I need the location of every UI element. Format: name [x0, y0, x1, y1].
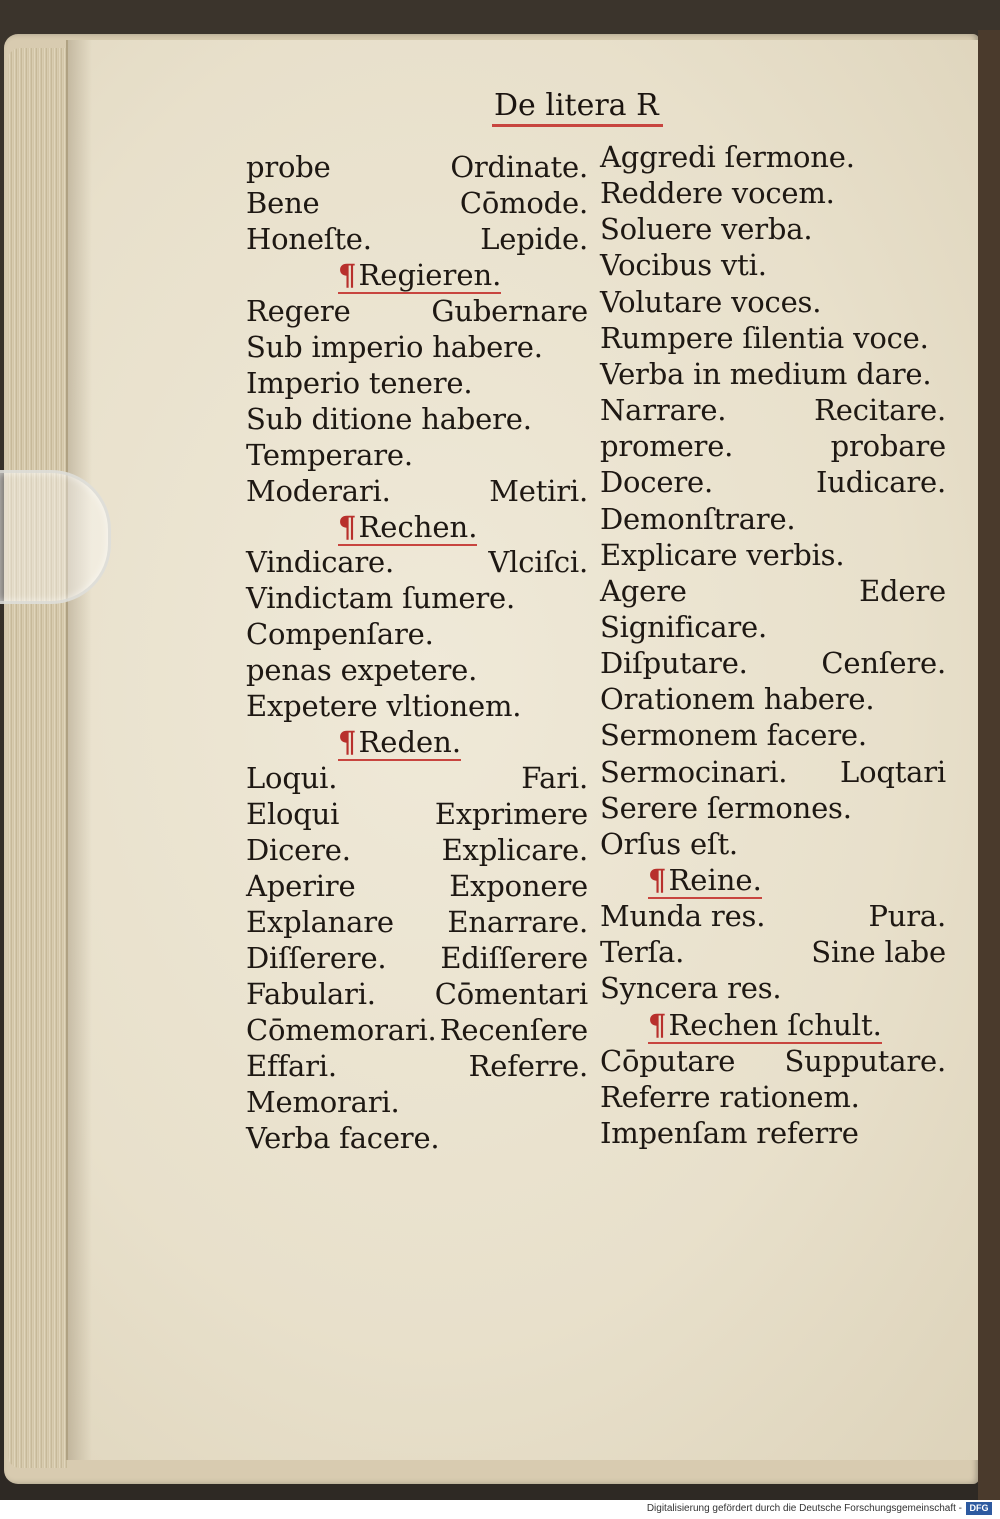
footer-credit: Digitalisierung gefördert durch die Deutsche Forschungsgemeinschaft - — [646, 1503, 962, 1514]
synonym-entry: Soluere verba. — [600, 212, 813, 247]
synonym-entry-alt: Exprimere — [434, 797, 588, 832]
synonym-entry: Munda res. — [600, 899, 766, 934]
synonym-entry-alt: Lepide. — [480, 221, 588, 256]
synonym-entry-alt: Enarrare. — [447, 904, 588, 939]
synonym-entry: Eloqui — [246, 797, 340, 832]
pilcrow-icon: ¶ — [648, 863, 667, 897]
synonym-entry: Docere. — [600, 465, 713, 500]
synonym-entry-alt: Ordinate. — [450, 150, 588, 184]
rubric-label: Regieren. — [358, 257, 502, 292]
synonym-entry-alt: probare — [830, 429, 946, 464]
synonym-entry-alt: Cōmode. — [459, 185, 588, 220]
synonym-entry: Dicere. — [246, 833, 351, 868]
synonym-entry: Impenſam referre — [600, 1116, 859, 1151]
synonym-entry: Narrare. — [600, 393, 727, 428]
synonym-entry: Sermocinari. — [600, 754, 788, 789]
running-head: De litera R — [492, 88, 663, 127]
synonym-entry: Memorari. — [246, 1084, 400, 1119]
synonym-entry: Cōmemorari. — [246, 1012, 437, 1047]
synonym-entry: Bene — [246, 185, 320, 220]
binding-edge — [978, 30, 1000, 1500]
synonym-entry: Rumpere ſilentia voce. — [600, 320, 929, 355]
synonym-entry-alt: Supputare. — [784, 1043, 946, 1078]
page-edges — [8, 48, 68, 1468]
rubric-label: Rechen. — [358, 509, 478, 544]
synonym-entry: penas expetere. — [246, 653, 478, 688]
synonym-entry: promere. — [600, 429, 734, 464]
synonym-entry: Sermonem facere. — [600, 718, 867, 753]
synonym-entry: Orationem habere. — [600, 682, 875, 717]
synonym-entry-alt: Sine labe — [811, 935, 946, 970]
synonym-entry-alt: Iudicare. — [816, 465, 946, 500]
synonym-entry: Sub ditione habere. — [246, 401, 532, 436]
synonym-entry: Orſus eſt. — [600, 826, 738, 861]
synonym-entry-alt: Gubernare — [431, 293, 588, 328]
synonym-entry-alt: Vlciſci. — [488, 545, 588, 580]
synonym-entry: Volutare voces. — [600, 284, 822, 319]
synonym-entry: Agere — [600, 573, 687, 608]
rubric-label: Reine. — [668, 863, 762, 897]
synonym-entry: Aperire — [246, 869, 356, 903]
synonym-entry-alt: Exponere — [449, 869, 588, 903]
page-clip — [0, 470, 111, 604]
synonym-entry: Verba facere. — [246, 1120, 440, 1155]
synonym-entry: Compenſare. — [246, 617, 434, 652]
synonym-entry-alt: Ediſſerere — [440, 940, 588, 975]
synonym-entry: Serere ſermones. — [600, 790, 852, 825]
rubric-label: Rechen ſchult. — [668, 1007, 882, 1042]
pilcrow-icon: ¶ — [648, 1007, 667, 1042]
pilcrow-icon: ¶ — [338, 725, 357, 760]
synonym-entry-alt: Cōmentari — [434, 976, 588, 1011]
synonym-entry: Significare. — [600, 609, 768, 644]
synonym-entry: Reddere vocem. — [600, 176, 835, 211]
section-rubric — [648, 863, 762, 899]
synonym-entry-alt: Pura. — [868, 899, 946, 934]
synonym-entry: Imperio tenere. — [246, 365, 473, 400]
synonym-entry: Vindictam ſumere. — [246, 581, 516, 616]
synonym-entry: Fabulari. — [246, 976, 376, 1011]
synonym-entry: Moderari. — [246, 473, 391, 508]
synonym-entry-alt: Cenſere. — [821, 646, 946, 681]
synonym-entry: Sub imperio habere. — [246, 329, 543, 364]
synonym-entry: Diſſerere. — [246, 940, 387, 975]
synonym-entry: Effari. — [246, 1048, 337, 1083]
pilcrow-icon: ¶ — [338, 509, 357, 544]
gutter-shadow — [66, 40, 92, 1460]
synonym-entry: Regere — [246, 293, 351, 328]
synonym-entry-alt: Explicare. — [441, 833, 588, 868]
synonym-entry: Demonſtrare. — [600, 501, 796, 536]
synonym-entry: Verba in medium dare. — [600, 356, 932, 391]
section-rubric — [338, 258, 501, 294]
synonym-entry: Referre rationem. — [600, 1079, 860, 1114]
dfg-logo: DFG — [966, 1502, 992, 1515]
synonym-entry-alt: Recenſere — [439, 1012, 588, 1047]
synonym-entry-alt: Loqtari — [840, 754, 946, 789]
synonym-entry: Aggredi ſermone. — [600, 140, 855, 174]
synonym-entry: Explanare — [246, 904, 394, 939]
pilcrow-icon: ¶ — [338, 257, 357, 292]
synonym-entry: Expetere vltionem. — [246, 689, 522, 724]
synonym-entry-alt: Recitare. — [814, 393, 946, 428]
synonym-entry: Explicare verbis. — [600, 537, 845, 572]
synonym-entry: Cōputare — [600, 1043, 736, 1078]
synonym-entry: Syncera res. — [600, 971, 782, 1006]
synonym-entry: Terſa. — [600, 935, 685, 970]
synonym-entry: Temperare. — [246, 437, 413, 472]
section-rubric — [338, 725, 461, 761]
synonym-entry: probe — [246, 150, 331, 184]
synonym-entry: Diſputare. — [600, 646, 748, 681]
synonym-entry-alt: Referre. — [468, 1048, 588, 1083]
synonym-entry: Loqui. — [246, 761, 338, 796]
synonym-entry: Honeſte. — [246, 221, 372, 256]
synonym-entry-alt: Edere — [859, 573, 946, 608]
synonym-entry: Vindicare. — [246, 545, 394, 580]
section-rubric — [338, 510, 477, 546]
section-rubric — [648, 1008, 882, 1044]
synonym-entry-alt: Metiri. — [489, 473, 588, 508]
synonym-entry-alt: Fari. — [521, 761, 588, 796]
synonym-entry: Vocibus vti. — [600, 248, 767, 283]
rubric-label: Reden. — [358, 725, 462, 760]
